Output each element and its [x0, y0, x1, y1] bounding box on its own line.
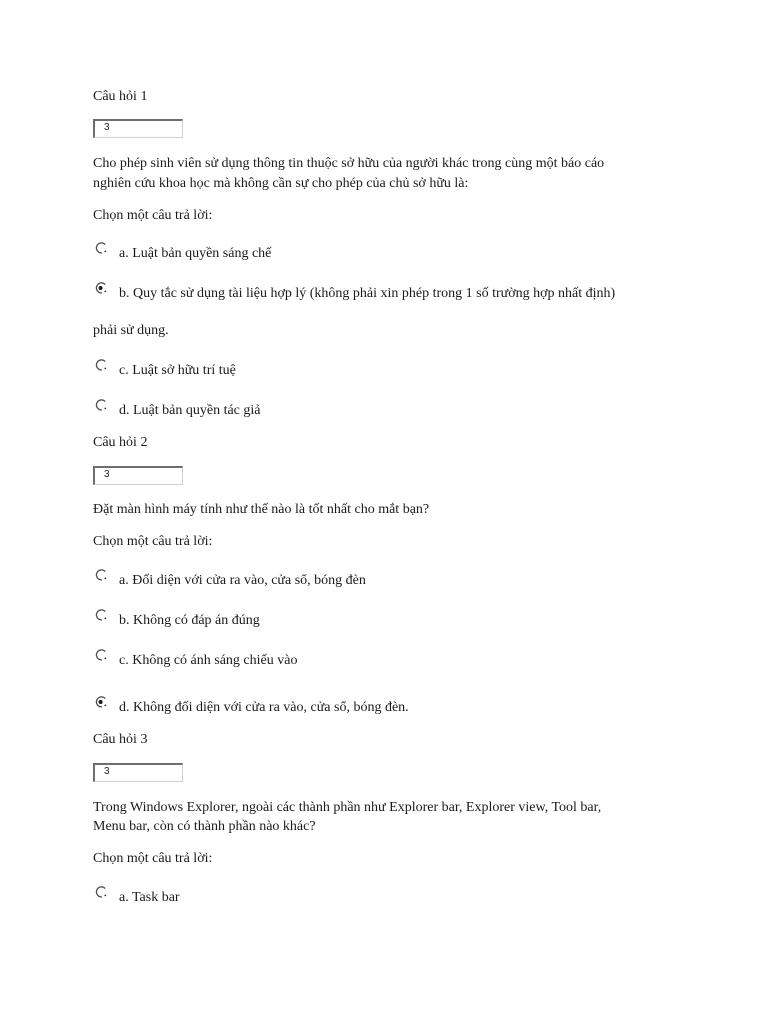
question-1-option-c-label: c. Luật sở hữu trí tuệ: [119, 363, 236, 378]
question-3-text-line-1: Trong Windows Explorer, ngoài các thành phần như Explorer bar, Explorer view, Tool bar,: [93, 800, 602, 815]
question-1-title: Câu hỏi 1: [93, 89, 148, 104]
question-3-title: Câu hỏi 3: [93, 732, 148, 747]
question-1-text-line-1: Cho phép sinh viên sử dụng thông tin thuộc sở hữu của người khác trong cùng một báo cáo: [93, 156, 605, 171]
question-2-option-d-label: d. Không đối diện với cửa ra vào, cửa sổ, bóng đèn.: [119, 700, 409, 715]
question-2-score-value: 3: [104, 469, 110, 480]
question-1-score-field[interactable]: [93, 119, 183, 138]
question-1-option-a-radio-icon[interactable]: [94, 241, 108, 255]
question-2-score-field[interactable]: [93, 466, 183, 485]
question-2-option-b-radio-icon[interactable]: [94, 608, 108, 622]
question-1-option-d-radio-icon[interactable]: [94, 398, 108, 412]
question-1-option-b-radio-icon[interactable]: [94, 281, 108, 295]
question-1-option-a-label: a. Luật bản quyền sáng chế: [119, 246, 272, 261]
question-2-option-a-label: a. Đối diện với cửa ra vào, cửa sổ, bóng đèn: [119, 573, 366, 588]
question-1-score-value: 3: [104, 122, 110, 133]
question-1-prompt: Chọn một câu trả lời:: [93, 208, 213, 223]
question-2-option-d-radio-icon[interactable]: [94, 695, 108, 709]
question-1-option-b-continuation: phải sử dụng.: [93, 323, 169, 338]
question-1-option-d-label: d. Luật bản quyền tác giả: [119, 403, 261, 418]
question-1-option-b-label: b. Quy tắc sử dụng tài liệu hợp lý (không phải xin phép trong 1 số trường hợp nhất định): [119, 286, 616, 301]
question-1-option-c-radio-icon[interactable]: [94, 358, 108, 372]
question-2-text-line-1: Đặt màn hình máy tính như thế nào là tốt nhất cho mắt bạn?: [93, 502, 430, 517]
question-3-score-value: 3: [104, 766, 110, 777]
question-3-score-field[interactable]: [93, 763, 183, 782]
question-2-option-c-label: c. Không có ánh sáng chiếu vào: [119, 653, 298, 668]
question-3-text-line-2: Menu bar, còn có thành phần nào khác?: [93, 819, 316, 834]
question-3-prompt: Chọn một câu trả lời:: [93, 851, 213, 866]
question-2-title: Câu hỏi 2: [93, 435, 148, 450]
question-3-option-a-label: a. Task bar: [119, 890, 180, 905]
question-2-option-a-radio-icon[interactable]: [94, 568, 108, 582]
question-2-prompt: Chọn một câu trả lời:: [93, 534, 213, 549]
question-2-option-b-label: b. Không có đáp án đúng: [119, 613, 260, 628]
question-3-option-a-radio-icon[interactable]: [94, 885, 108, 899]
question-2-option-c-radio-icon[interactable]: [94, 648, 108, 662]
question-1-text-line-2: nghiên cứu khoa học mà không cần sự cho phép của chủ sở hữu là:: [93, 176, 469, 191]
